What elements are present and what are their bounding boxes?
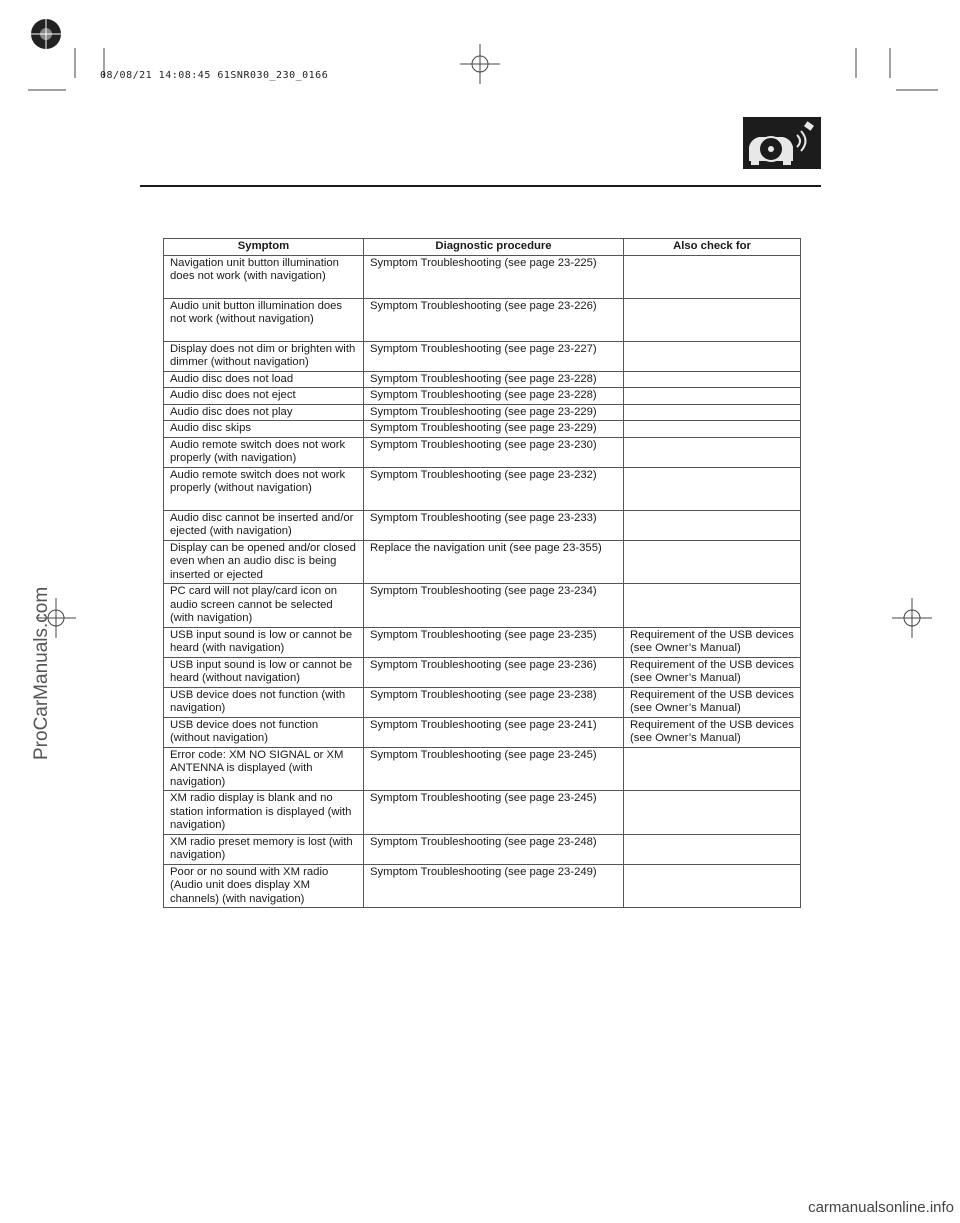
procedure-cell: Symptom Troubleshooting (see page 23-226)	[364, 298, 624, 341]
symptom-cell: Audio disc does not load	[164, 371, 364, 388]
crosshair-top-center-icon	[460, 44, 500, 84]
also-check-cell: Requirement of the USB devices (see Owner’s Manual)	[624, 627, 801, 657]
table-row	[164, 298, 801, 341]
column-header-symptom: Symptom	[164, 239, 364, 256]
symptom-cell: Display can be opened and/or closed even when an audio disc is being inserted or ejected	[164, 540, 364, 584]
crop-mark-top-left-icon	[28, 44, 108, 94]
also-check-cell	[624, 864, 801, 908]
symptom-cell: Display does not dim or brighten with dimmer (without navigation)	[164, 341, 364, 371]
also-check-cell	[624, 421, 801, 438]
also-check-cell	[624, 747, 801, 791]
procedure-cell: Symptom Troubleshooting (see page 23-225)	[364, 255, 624, 298]
symptom-cell: PC card will not play/card icon on audio screen cannot be selected (with navigation)	[164, 584, 364, 628]
symptom-cell: Error code: XM NO SIGNAL or XM ANTENNA is displayed (with navigation)	[164, 747, 364, 791]
also-check-cell	[624, 540, 801, 584]
procedure-cell: Symptom Troubleshooting (see page 23-245)	[364, 747, 624, 791]
table-row	[164, 467, 801, 510]
table-row	[164, 388, 801, 405]
symptom-cell: Audio disc does not play	[164, 404, 364, 421]
procedure-cell: Symptom Troubleshooting (see page 23-232)	[364, 467, 624, 510]
table-row	[164, 864, 801, 908]
table-row	[164, 791, 801, 835]
also-check-cell	[624, 437, 801, 467]
header-rule	[140, 185, 821, 187]
table-row	[164, 747, 801, 791]
crosshair-right-icon	[892, 598, 932, 638]
procedure-cell: Symptom Troubleshooting (see page 23-235)	[364, 627, 624, 657]
table-header-row	[164, 239, 801, 256]
procedure-cell: Symptom Troubleshooting (see page 23-228)	[364, 371, 624, 388]
watermark-carmanualsonline: carmanualsonline.info	[808, 1199, 954, 1216]
also-check-cell	[624, 510, 801, 540]
also-check-cell	[624, 467, 801, 510]
table-row	[164, 371, 801, 388]
symptom-cell: Audio disc cannot be inserted and/or ejected (with navigation)	[164, 510, 364, 540]
table-row	[164, 404, 801, 421]
symptom-cell: Audio remote switch does not work properly (with navigation)	[164, 437, 364, 467]
also-check-cell: Requirement of the USB devices (see Owner’s Manual)	[624, 717, 801, 747]
column-header-procedure: Diagnostic procedure	[364, 239, 624, 256]
procedure-cell: Symptom Troubleshooting (see page 23-227)	[364, 341, 624, 371]
print-timestamp: 08/08/21 14:08:45 61SNR030_230_0166	[100, 70, 329, 81]
table-row	[164, 687, 801, 717]
also-check-cell	[624, 791, 801, 835]
symptom-cell: USB input sound is low or cannot be heard (without navigation)	[164, 657, 364, 687]
symptom-cell: USB device does not function (with navigation)	[164, 687, 364, 717]
table-row	[164, 834, 801, 864]
symptom-cell: USB input sound is low or cannot be heard (with navigation)	[164, 627, 364, 657]
audio-navigation-icon	[743, 117, 821, 169]
procedure-cell: Symptom Troubleshooting (see page 23-245)	[364, 791, 624, 835]
table-row	[164, 341, 801, 371]
watermark-procarmanuals: ProCarManuals.com	[31, 586, 52, 760]
table-row	[164, 437, 801, 467]
procedure-cell: Symptom Troubleshooting (see page 23-228)	[364, 388, 624, 405]
also-check-cell	[624, 255, 801, 298]
symptom-cell: Audio remote switch does not work properly (without navigation)	[164, 467, 364, 510]
procedure-cell: Symptom Troubleshooting (see page 23-238)	[364, 687, 624, 717]
troubleshooting-table	[163, 238, 801, 908]
procedure-cell: Replace the navigation unit (see page 23-355)	[364, 540, 624, 584]
procedure-cell: Symptom Troubleshooting (see page 23-234)	[364, 584, 624, 628]
symptom-cell: XM radio display is blank and no station information is displayed (with navigation)	[164, 791, 364, 835]
procedure-cell: Symptom Troubleshooting (see page 23-236)	[364, 657, 624, 687]
table-row	[164, 584, 801, 628]
also-check-cell: Requirement of the USB devices (see Owner’s Manual)	[624, 657, 801, 687]
also-check-cell	[624, 584, 801, 628]
section-badge	[743, 117, 821, 169]
symptom-cell: Poor or no sound with XM radio (Audio unit does display XM channels) (with navigation)	[164, 864, 364, 908]
procedure-cell: Symptom Troubleshooting (see page 23-248)	[364, 834, 624, 864]
procedure-cell: Symptom Troubleshooting (see page 23-229)	[364, 404, 624, 421]
also-check-cell: Requirement of the USB devices (see Owner’s Manual)	[624, 687, 801, 717]
symptom-cell: Audio disc does not eject	[164, 388, 364, 405]
also-check-cell	[624, 834, 801, 864]
procedure-cell: Symptom Troubleshooting (see page 23-249)	[364, 864, 624, 908]
symptom-cell: Audio unit button illumination does not work (without navigation)	[164, 298, 364, 341]
table-row	[164, 255, 801, 298]
table-row	[164, 627, 801, 657]
also-check-cell	[624, 341, 801, 371]
also-check-cell	[624, 371, 801, 388]
procedure-cell: Symptom Troubleshooting (see page 23-229)	[364, 421, 624, 438]
also-check-cell	[624, 388, 801, 405]
table-row	[164, 717, 801, 747]
symptom-cell: XM radio preset memory is lost (with navigation)	[164, 834, 364, 864]
also-check-cell	[624, 404, 801, 421]
procedure-cell: Symptom Troubleshooting (see page 23-241)	[364, 717, 624, 747]
symptom-cell: Navigation unit button illumination does not work (with navigation)	[164, 255, 364, 298]
symptom-cell: Audio disc skips	[164, 421, 364, 438]
procedure-cell: Symptom Troubleshooting (see page 23-230)	[364, 437, 624, 467]
table-row	[164, 540, 801, 584]
table-row	[164, 510, 801, 540]
procedure-cell: Symptom Troubleshooting (see page 23-233)	[364, 510, 624, 540]
crop-mark-top-right-icon	[850, 44, 940, 94]
table-row	[164, 421, 801, 438]
symptom-cell: USB device does not function (without navigation)	[164, 717, 364, 747]
also-check-cell	[624, 298, 801, 341]
column-header-also-check: Also check for	[624, 239, 801, 256]
table-row	[164, 657, 801, 687]
